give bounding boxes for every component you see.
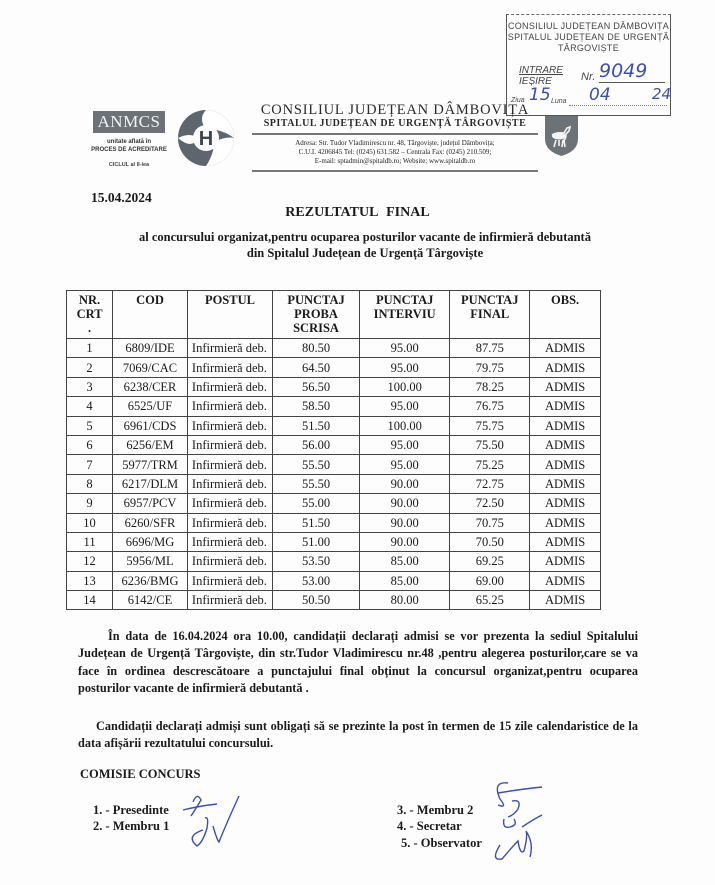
cell-punctaj-proba-scrisa: 51.50 <box>272 416 359 435</box>
cell-obs: ADMIS <box>530 513 601 532</box>
cell-cod: 6696/MG <box>113 532 188 551</box>
cell-cod: 6961/CDS <box>113 416 188 435</box>
address-line-1: Adresa: Str. Tudor Vladimirescu nr. 48, Târgoviște, județul Dâmbovița; <box>295 139 495 147</box>
cell-punctaj-interviu: 85.00 <box>360 571 450 590</box>
cell-postul: Infirmieră deb. <box>187 474 272 493</box>
cell-punctaj-final: 75.25 <box>450 455 530 474</box>
cell-postul: Infirmieră deb. <box>187 416 272 435</box>
stamp-iesire: IEȘIRE <box>519 76 552 87</box>
cell-punctaj-proba-scrisa: 64.50 <box>272 358 359 377</box>
cell-cod: 6525/UF <box>113 397 188 416</box>
anmcs-caption <box>80 138 178 154</box>
cell-cod: 5956/ML <box>113 552 188 571</box>
stamp-year-value: 24 <box>652 85 672 103</box>
stamp-dotted-line <box>569 105 667 106</box>
commission-member-5: 5. - Observator <box>401 836 482 850</box>
cell-postul: Infirmieră deb. <box>187 494 272 513</box>
paragraph-presentation: În data de 16.04.2024 ora 10.00, candidații declarați admisi se vor prezenta la sediul Spitalului Județean de Urgență Târgoviște, din str.Tudor Vladimirescu nr.48 ,pentru alegerea posturilor,care se va face în ordinea descrescătoare a punctajului final obținut la concursul organizat,pentru ocuparea posturilor vacante de infirmieră debutantă . <box>78 629 638 695</box>
cell-punctaj-proba-scrisa: 56.50 <box>272 377 359 396</box>
cell-nr: 4 <box>67 397 113 416</box>
stamp-luna-label: Luna <box>551 98 567 105</box>
cell-nr: 12 <box>67 552 113 571</box>
header-nr-crt: NR. CRT . <box>67 291 113 339</box>
cell-punctaj-proba-scrisa: 51.00 <box>272 532 359 551</box>
cell-cod: 6260/SFR <box>113 513 188 532</box>
cell-obs: ADMIS <box>530 552 601 571</box>
cell-obs: ADMIS <box>530 339 601 358</box>
cell-postul: Infirmieră deb. <box>187 397 272 416</box>
cell-postul: Infirmieră deb. <box>187 513 272 532</box>
cell-punctaj-interviu: 100.00 <box>360 416 450 435</box>
cell-punctaj-interviu: 90.00 <box>360 494 450 513</box>
header-punctaj-final: PUNCTAJ FINAL <box>450 291 530 339</box>
cell-postul: Infirmieră deb. <box>187 455 272 474</box>
cell-punctaj-interviu: 90.00 <box>360 474 450 493</box>
cell-punctaj-final: 75.50 <box>450 435 530 454</box>
header-punctaj-proba-scrisa: PUNCTAJ PROBA SCRISA <box>272 291 359 339</box>
anmcs-caption-line-2: PROCES DE ACREDITARE <box>91 147 167 153</box>
cell-punctaj-proba-scrisa: 55.00 <box>272 494 359 513</box>
cell-punctaj-interviu: 90.00 <box>360 513 450 532</box>
anmcs-cycle: CICLUL al II-lea <box>108 162 150 168</box>
cell-punctaj-interviu: 95.00 <box>360 339 450 358</box>
cell-punctaj-proba-scrisa: 55.50 <box>272 474 359 493</box>
document-title: REZULTATUL FINAL <box>285 205 430 220</box>
results-table-body <box>67 339 601 610</box>
table-row <box>67 494 601 513</box>
cell-punctaj-proba-scrisa: 51.50 <box>272 513 359 532</box>
commission-member-3: 3. - Membru 2 <box>397 803 474 817</box>
cell-punctaj-interviu: 100.00 <box>360 377 450 396</box>
stamp-line-2: SPITALUL JUDEȚEAN DE URGENȚĂ <box>507 32 670 42</box>
registration-stamp <box>506 14 671 116</box>
stamp-ziua-value: 15 <box>529 85 551 105</box>
cell-cod: 6236/BMG <box>113 571 188 590</box>
cell-punctaj-final: 69.25 <box>450 552 530 571</box>
cell-postul: Infirmieră deb. <box>187 552 272 571</box>
cell-postul: Infirmieră deb. <box>187 377 272 396</box>
header-obs: OBS. <box>530 291 601 339</box>
cell-punctaj-interviu: 95.00 <box>360 397 450 416</box>
cell-punctaj-final: 65.25 <box>450 591 530 610</box>
table-row <box>67 416 601 435</box>
commission-member-1: 1. - Presedinte <box>93 803 169 817</box>
cell-punctaj-proba-scrisa: 58.50 <box>272 397 359 416</box>
paragraph-obligation: Candidații declarați admiși sunt obligați să se prezinte la post în termen de 15 zile calendaristice de la data afișării rezultatului concursului. <box>78 719 638 751</box>
commission-title: COMISIE CONCURS <box>80 767 201 781</box>
table-row <box>67 339 601 358</box>
cell-punctaj-final: 72.75 <box>450 474 530 493</box>
cell-cod: 6142/CE <box>113 591 188 610</box>
cell-punctaj-proba-scrisa: 80.50 <box>272 339 359 358</box>
cell-nr: 8 <box>67 474 113 493</box>
stamp-luna-value: 04 <box>589 85 611 105</box>
cell-punctaj-interviu: 80.00 <box>360 591 450 610</box>
cell-punctaj-proba-scrisa: 55.50 <box>272 455 359 474</box>
cell-cod: 6217/DLM <box>113 474 188 493</box>
cell-cod: 6256/EM <box>113 435 188 454</box>
cell-obs: ADMIS <box>530 591 601 610</box>
cell-cod: 7069/CAC <box>113 358 188 377</box>
cell-punctaj-final: 70.50 <box>450 532 530 551</box>
table-row <box>67 532 601 551</box>
stamp-nr-value: 9049 <box>599 60 665 83</box>
cell-punctaj-proba-scrisa: 53.00 <box>272 571 359 590</box>
cell-punctaj-interviu: 95.00 <box>360 435 450 454</box>
commission-member-4: 4. - Secretar <box>397 819 462 833</box>
cell-postul: Infirmieră deb. <box>187 435 272 454</box>
cell-cod: 6238/CER <box>113 377 188 396</box>
cell-nr: 10 <box>67 513 113 532</box>
cell-punctaj-final: 76.75 <box>450 397 530 416</box>
cell-postul: Infirmieră deb. <box>187 571 272 590</box>
cell-nr: 7 <box>67 455 113 474</box>
table-header-row <box>67 291 601 339</box>
cell-punctaj-final: 87.75 <box>450 339 530 358</box>
cell-punctaj-final: 70.75 <box>450 513 530 532</box>
cell-obs: ADMIS <box>530 494 601 513</box>
cell-punctaj-final: 79.75 <box>450 358 530 377</box>
table-row <box>67 397 601 416</box>
header-punctaj-interviu: PUNCTAJ INTERVIU <box>360 291 450 339</box>
cell-nr: 1 <box>67 339 113 358</box>
cell-punctaj-proba-scrisa: 56.00 <box>272 435 359 454</box>
cell-obs: ADMIS <box>530 532 601 551</box>
cell-obs: ADMIS <box>530 435 601 454</box>
table-row <box>67 474 601 493</box>
address-line-3: E-mail: sptadmin@spitaldb.ro; Website: www.spitaldb.ro <box>314 157 476 165</box>
svg-text:H: H <box>198 128 214 150</box>
stamp-ziua-label: Ziua <box>511 97 525 104</box>
cell-nr: 9 <box>67 494 113 513</box>
header-rule-top <box>252 133 538 135</box>
cell-nr: 6 <box>67 435 113 454</box>
cell-postul: Infirmieră deb. <box>187 358 272 377</box>
document-subtitle <box>60 229 670 261</box>
subtitle-line-1: al concursului organizat,pentru ocuparea posturilor vacante de infirmieră debutantă <box>139 230 591 244</box>
address-line-2: C.U.I. 4206845 Tel: (0245) 631.582 – Centrala Fax: (0245) 210.509; <box>298 148 492 156</box>
cell-nr: 14 <box>67 591 113 610</box>
cell-obs: ADMIS <box>530 455 601 474</box>
cell-nr: 3 <box>67 377 113 396</box>
table-row <box>67 435 601 454</box>
cell-punctaj-interviu: 95.00 <box>360 358 450 377</box>
cell-nr: 2 <box>67 358 113 377</box>
header-rule-bottom <box>252 170 538 172</box>
cell-nr: 5 <box>67 416 113 435</box>
cell-nr: 11 <box>67 532 113 551</box>
cell-punctaj-interviu: 85.00 <box>360 552 450 571</box>
stamp-line-3: TÂRGOVIȘTE <box>557 43 619 53</box>
table-row <box>67 455 601 474</box>
stamp-nr-label: Nr. <box>581 71 596 83</box>
cell-cod: 6809/IDE <box>113 339 188 358</box>
header-title-hospital: SPITALUL JUDEȚEAN DE URGENȚĂ TÂRGOVIȘTE <box>263 118 527 129</box>
cell-punctaj-interviu: 90.00 <box>360 532 450 551</box>
cell-punctaj-final: 72.50 <box>450 494 530 513</box>
cell-obs: ADMIS <box>530 571 601 590</box>
table-row <box>67 552 601 571</box>
table-row <box>67 591 601 610</box>
cell-obs: ADMIS <box>530 474 601 493</box>
cell-punctaj-proba-scrisa: 50.50 <box>272 591 359 610</box>
cell-obs: ADMIS <box>530 397 601 416</box>
table-row <box>67 377 601 396</box>
table-row <box>67 358 601 377</box>
cell-postul: Infirmieră deb. <box>187 532 272 551</box>
cell-cod: 6957/PCV <box>113 494 188 513</box>
cell-postul: Infirmieră deb. <box>187 339 272 358</box>
header-address <box>250 139 540 166</box>
cell-obs: ADMIS <box>530 416 601 435</box>
cell-punctaj-final: 75.75 <box>450 416 530 435</box>
anmcs-logo: ANMCS <box>93 111 165 133</box>
cell-nr: 13 <box>67 571 113 590</box>
anmcs-caption-line-1: unitate aflată în <box>106 139 151 145</box>
table-row <box>67 571 601 590</box>
results-table <box>66 290 601 610</box>
signature-president-icon <box>175 788 255 868</box>
hospital-logo-icon <box>176 108 236 168</box>
stamp-intrare: INTRARE <box>519 65 563 76</box>
cell-postul: Infirmieră deb. <box>187 591 272 610</box>
header-title-council: CONSILIUL JUDEȚEAN DÂMBOVIȚA <box>260 102 530 118</box>
commission-member-2: 2. - Membru 1 <box>93 819 170 833</box>
document-date: 15.04.2024 <box>91 190 152 205</box>
table-row <box>67 513 601 532</box>
cell-punctaj-final: 78.25 <box>450 377 530 396</box>
stamp-line-1: CONSILIUL JUDEȚEAN DÂMBOVIȚA <box>507 21 670 31</box>
header-cod: COD <box>113 291 188 339</box>
stamp-direction <box>519 65 563 87</box>
county-crest-icon <box>544 115 579 157</box>
signature-members-icon <box>478 775 558 875</box>
cell-obs: ADMIS <box>530 358 601 377</box>
header-postul: POSTUL <box>187 291 272 339</box>
cell-punctaj-final: 69.00 <box>450 571 530 590</box>
cell-punctaj-interviu: 95.00 <box>360 455 450 474</box>
subtitle-line-2: din Spitalul Județean de Urgență Târgoviște <box>246 246 484 260</box>
cell-obs: ADMIS <box>530 377 601 396</box>
cell-punctaj-proba-scrisa: 53.50 <box>272 552 359 571</box>
cell-cod: 5977/TRM <box>113 455 188 474</box>
